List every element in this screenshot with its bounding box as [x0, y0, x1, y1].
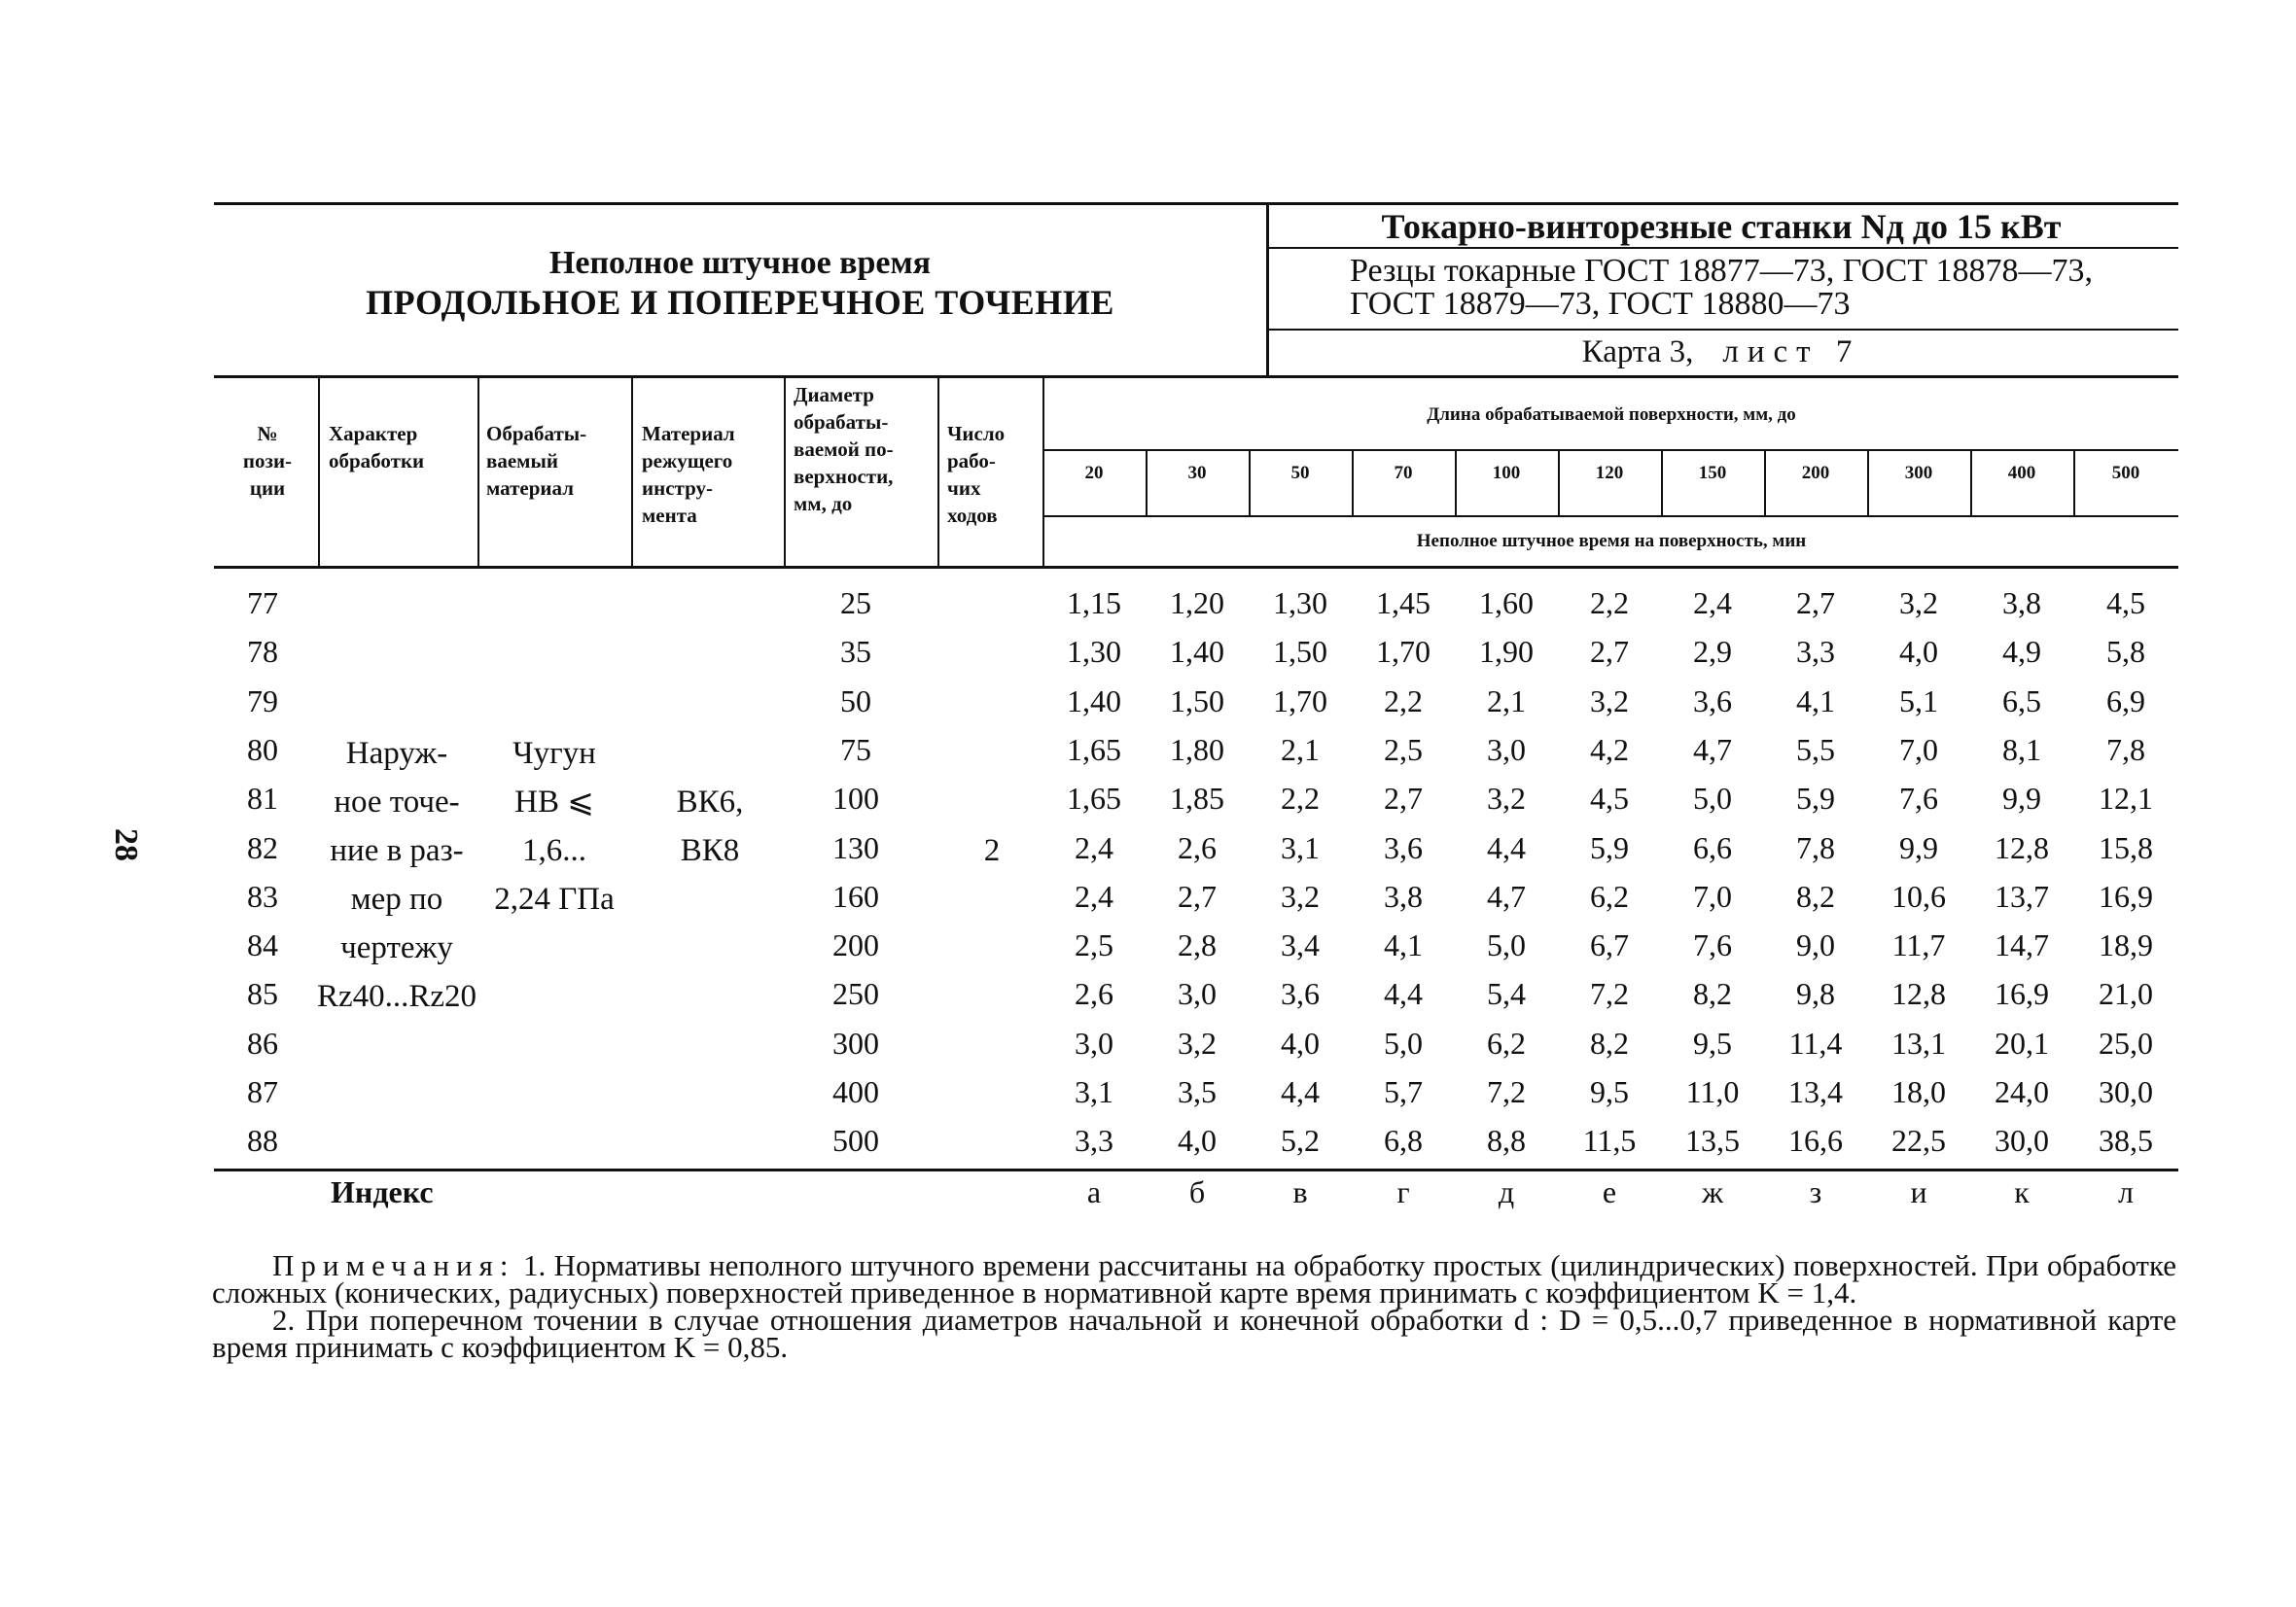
time-value-cell: 3,6 — [1384, 830, 1423, 865]
col-rule — [784, 375, 786, 568]
time-value-cell: 6,6 — [1693, 830, 1732, 865]
time-value-cell: 14,7 — [1995, 927, 2049, 962]
time-value-cell: 1,65 — [1067, 781, 1121, 816]
time-value-cell: 10,6 — [1891, 879, 1946, 914]
time-value-cell: 7,2 — [1590, 976, 1629, 1011]
time-value-cell: 30,0 — [1995, 1123, 2049, 1158]
time-value-cell: 4,1 — [1796, 683, 1835, 718]
time-value-cell: 13,7 — [1995, 879, 2049, 914]
index-letter: и — [1910, 1174, 1927, 1209]
merged-line: ние в раз- — [330, 833, 464, 868]
col-header-line: Число — [947, 422, 1006, 445]
time-value-cell: 2,2 — [1590, 585, 1629, 620]
page-number: 28 — [108, 828, 144, 861]
note-2: 2. При поперечном точении в случае отношения диаметров начальной и конечной обработки d : D = 0,5...0,7 приведенное в нормативной карте время принимать с коэффициентом K = 0,85. — [212, 1303, 2176, 1364]
time-value-cell: 3,1 — [1075, 1074, 1113, 1109]
merged-line: ВК8 — [680, 833, 740, 868]
note-1-text: 1. Нормативы неполного штучного времени рассчитаны на обработку простых (цилиндрических) поверхностей. При обработке сложных (конических, радиусных) поверхностей приведенное в нормативной карте время принимать с коэффициентом K = 1,4. — [212, 1248, 2177, 1310]
col-header-line: пози- — [242, 449, 293, 472]
col-header-line: инстру- — [642, 476, 713, 500]
col-header-line: материал — [486, 476, 574, 500]
time-value-cell: 21,0 — [2099, 976, 2153, 1011]
time-value-cell: 4,0 — [1899, 634, 1938, 669]
notes — [212, 1248, 2177, 1364]
time-value-cell: 12,1 — [2099, 781, 2153, 816]
time-value-cell: 3,2 — [1590, 683, 1629, 718]
time-value-cell: 7,6 — [1693, 927, 1732, 962]
time-value-cell: 18,9 — [2099, 927, 2153, 962]
time-value-cell: 3,0 — [1075, 1026, 1113, 1061]
time-value-cell: 4,2 — [1590, 732, 1629, 767]
col-rule — [477, 375, 479, 568]
col-header-line: ваемый — [486, 449, 558, 472]
time-value-cell: 9,5 — [1693, 1026, 1732, 1061]
time-value-cell: 11,7 — [1891, 927, 1946, 962]
col-header-passes — [947, 420, 1041, 529]
time-value-cell: 2,6 — [1075, 976, 1113, 1011]
row-position-number: 79 — [247, 683, 278, 718]
merged-line: ВК6, — [676, 785, 744, 820]
time-value-cell: 7,0 — [1693, 879, 1732, 914]
time-value-cell: 2,1 — [1281, 732, 1320, 767]
time-value-cell: 5,0 — [1384, 1026, 1423, 1061]
time-value-cell: 4,5 — [1590, 781, 1629, 816]
col-header-line: рабо- — [947, 449, 996, 472]
time-value-cell: 11,0 — [1685, 1074, 1740, 1109]
length-col-rule — [1764, 451, 1766, 517]
time-value-cell: 2,5 — [1384, 732, 1423, 767]
row-position-number: 87 — [247, 1074, 278, 1109]
time-value-cell: 3,1 — [1281, 830, 1320, 865]
tool-material — [642, 778, 778, 875]
length-value-header: 120 — [1595, 463, 1624, 483]
time-value-cell: 7,8 — [2106, 732, 2145, 767]
header-title: ПРОДОЛЬНОЕ И ПОПЕРЕЧНОЕ ТОЧЕНИЕ — [366, 283, 1114, 322]
row-position-number: 88 — [247, 1123, 278, 1158]
time-value-cell: 6,5 — [2002, 683, 2041, 718]
col-header-line: ваемой по- — [794, 437, 894, 461]
length-col-rule — [1455, 451, 1457, 517]
merged-line: НВ ⩽ — [514, 785, 594, 820]
time-value-cell: 4,7 — [1693, 732, 1732, 767]
row-diameter: 50 — [840, 683, 871, 718]
time-value-cell: 3,6 — [1281, 976, 1320, 1011]
time-value-cell: 4,7 — [1487, 879, 1526, 914]
time-value-cell: 5,0 — [1693, 781, 1732, 816]
time-value-cell: 2,5 — [1075, 927, 1113, 962]
index-letter: д — [1498, 1174, 1515, 1209]
time-value-cell: 1,45 — [1376, 585, 1431, 620]
time-value-cell: 9,9 — [2002, 781, 2041, 816]
index-letter: г — [1396, 1174, 1410, 1209]
merged-line: ное точе- — [334, 785, 460, 820]
merged-line: 1,6... — [522, 833, 586, 868]
time-value-cell: 2,4 — [1075, 830, 1113, 865]
time-value-cell: 5,1 — [1899, 683, 1938, 718]
merged-line: мер по — [350, 882, 443, 917]
time-value-cell: 8,2 — [1693, 976, 1732, 1011]
time-value-cell: 2,4 — [1075, 879, 1113, 914]
row-diameter: 400 — [832, 1074, 879, 1109]
time-value-cell: 7,0 — [1899, 732, 1938, 767]
index-letter: в — [1292, 1174, 1308, 1209]
time-value-cell: 13,5 — [1685, 1123, 1740, 1158]
col-header-position — [222, 420, 313, 502]
time-value-cell: 25,0 — [2099, 1026, 2153, 1061]
row-diameter: 25 — [840, 585, 871, 620]
time-value-cell: 3,3 — [1075, 1123, 1113, 1158]
workpiece-material — [477, 729, 632, 924]
time-value-cell: 12,8 — [1995, 830, 2049, 865]
length-value-header: 50 — [1290, 463, 1310, 483]
time-value-cell: 6,7 — [1590, 927, 1629, 962]
sheet-label: лист 7 — [1722, 334, 1861, 369]
time-value-cell: 16,9 — [1995, 976, 2049, 1011]
merged-line: Rz40...Rz20 — [316, 979, 477, 1014]
time-value-cell: 4,0 — [1281, 1026, 1320, 1061]
time-value-cell: 24,0 — [1995, 1074, 2049, 1109]
time-value-cell: 1,20 — [1170, 585, 1224, 620]
col-header-line: мента — [642, 504, 697, 527]
machine-group: Токарно-винторезные станки Nд до 15 кВт — [1381, 207, 2062, 246]
length-col-rule — [2073, 451, 2075, 517]
length-col-rule — [1970, 451, 1972, 517]
header-right-rule-2 — [1266, 329, 2178, 331]
time-header: Неполное штучное время на поверхность, мин — [1416, 531, 1807, 551]
time-value-cell: 1,30 — [1273, 585, 1327, 620]
length-value-header: 200 — [1801, 463, 1830, 483]
time-value-cell: 3,6 — [1693, 683, 1732, 718]
row-diameter: 160 — [832, 879, 879, 914]
time-value-cell: 15,8 — [2099, 830, 2153, 865]
time-value-cell: 2,4 — [1693, 585, 1732, 620]
time-value-cell: 8,1 — [2002, 732, 2041, 767]
index-letter: б — [1188, 1174, 1206, 1209]
header-right-rule-1 — [1266, 247, 2178, 249]
time-value-cell: 1,90 — [1479, 634, 1534, 669]
row-position-number: 85 — [247, 976, 278, 1011]
time-value-cell: 3,2 — [1178, 1026, 1217, 1061]
tools-standard — [1350, 255, 2093, 321]
tools-standard-line2: ГОСТ 18879—73, ГОСТ 18880—73 — [1350, 286, 1851, 322]
time-value-cell: 3,2 — [1899, 585, 1938, 620]
time-value-cell: 1,50 — [1170, 683, 1224, 718]
col-header-line: ходов — [947, 504, 998, 527]
time-value-cell: 3,5 — [1178, 1074, 1217, 1109]
time-value-cell: 2,7 — [1384, 781, 1423, 816]
time-value-cell: 18,0 — [1891, 1074, 1946, 1109]
time-value-cell: 3,0 — [1487, 732, 1526, 767]
passes-count: 2 — [983, 833, 1001, 868]
index-letter: ж — [1701, 1174, 1724, 1209]
time-value-cell: 5,2 — [1281, 1123, 1320, 1158]
time-value-cell: 1,40 — [1170, 634, 1224, 669]
time-value-cell: 13,1 — [1891, 1026, 1946, 1061]
time-value-cell: 7,8 — [1796, 830, 1835, 865]
col-header-line: Диаметр — [794, 383, 874, 406]
processing-character — [309, 729, 484, 1021]
row-position-number: 77 — [247, 585, 278, 620]
index-letter: л — [2118, 1174, 2134, 1209]
time-value-cell: 9,9 — [1899, 830, 1938, 865]
card-label: Карта 3, — [1581, 334, 1694, 369]
col-header-line: мм, до — [794, 492, 853, 515]
time-value-cell: 2,6 — [1178, 830, 1217, 865]
col-header-line: № — [257, 422, 278, 445]
card-number — [1269, 334, 2173, 370]
row-diameter: 75 — [840, 732, 871, 767]
length-header-rule — [1042, 449, 2178, 451]
time-value-cell: 1,15 — [1067, 585, 1121, 620]
time-value-cell: 1,60 — [1479, 585, 1534, 620]
col-header-line: режущего — [642, 449, 733, 472]
length-value-header: 500 — [2111, 463, 2140, 483]
header-subtitle: Неполное штучное время — [548, 245, 932, 281]
time-value-cell: 11,5 — [1582, 1123, 1637, 1158]
time-value-cell: 4,4 — [1281, 1074, 1320, 1109]
time-value-cell: 3,2 — [1281, 879, 1320, 914]
time-value-cell: 8,2 — [1590, 1026, 1629, 1061]
time-value-cell: 1,50 — [1273, 634, 1327, 669]
index-letter: з — [1809, 1174, 1822, 1209]
time-value-cell: 4,4 — [1384, 976, 1423, 1011]
row-position-number: 81 — [247, 781, 278, 816]
length-value-header: 70 — [1394, 463, 1413, 483]
index-letter: к — [2014, 1174, 2030, 1209]
time-value-cell: 5,5 — [1796, 732, 1835, 767]
time-value-cell: 6,9 — [2106, 683, 2145, 718]
time-value-cell: 1,40 — [1067, 683, 1121, 718]
length-values-rule — [1042, 515, 2178, 517]
time-value-cell: 11,4 — [1788, 1026, 1843, 1061]
time-value-cell: 5,7 — [1384, 1074, 1423, 1109]
time-value-cell: 13,4 — [1788, 1074, 1843, 1109]
time-value-cell: 2,7 — [1796, 585, 1835, 620]
length-value-header: 100 — [1492, 463, 1521, 483]
col-header-line: обработки — [329, 449, 425, 472]
time-value-cell: 4,5 — [2106, 585, 2145, 620]
time-value-cell: 3,8 — [1384, 879, 1423, 914]
col-header-line: Характер — [329, 422, 418, 445]
time-value-cell: 4,4 — [1487, 830, 1526, 865]
time-value-cell: 6,2 — [1487, 1026, 1526, 1061]
time-value-cell: 6,2 — [1590, 879, 1629, 914]
time-value-cell: 2,1 — [1487, 683, 1526, 718]
row-position-number: 83 — [247, 879, 278, 914]
time-value-cell: 2,2 — [1384, 683, 1423, 718]
time-value-cell: 12,8 — [1891, 976, 1946, 1011]
length-col-rule — [1867, 451, 1869, 517]
index-letter: е — [1602, 1174, 1617, 1209]
col-header-diameter — [794, 381, 936, 517]
time-value-cell: 4,0 — [1178, 1123, 1217, 1158]
index-letter: а — [1086, 1174, 1102, 1209]
col-header-line: Материал — [642, 422, 735, 445]
length-col-rule — [1352, 451, 1354, 517]
length-value-header: 20 — [1084, 463, 1104, 483]
time-value-cell: 1,70 — [1376, 634, 1431, 669]
time-value-cell: 30,0 — [2099, 1074, 2153, 1109]
merged-line: Наруж- — [345, 736, 448, 771]
time-value-cell: 22,5 — [1891, 1123, 1946, 1158]
merged-line: Чугун — [512, 736, 596, 771]
time-value-cell: 3,4 — [1281, 927, 1320, 962]
row-diameter: 130 — [832, 830, 879, 865]
time-value-cell: 2,7 — [1590, 634, 1629, 669]
tools-standard-line1: Резцы токарные ГОСТ 18877—73, ГОСТ 18878—73, — [1350, 253, 2094, 289]
length-value-header: 300 — [1904, 463, 1933, 483]
time-value-cell: 3,3 — [1796, 634, 1835, 669]
time-value-cell: 4,9 — [2002, 634, 2041, 669]
time-value-cell: 5,4 — [1487, 976, 1526, 1011]
time-value-cell: 6,8 — [1384, 1123, 1423, 1158]
time-value-cell: 2,7 — [1178, 879, 1217, 914]
col-header-line: верхности, — [794, 465, 894, 488]
time-value-cell: 4,1 — [1384, 927, 1423, 962]
table-bottom-rule — [214, 1169, 2178, 1171]
time-value-cell: 3,2 — [1487, 781, 1526, 816]
time-value-cell: 9,0 — [1796, 927, 1835, 962]
note-1 — [212, 1248, 2177, 1310]
row-position-number: 82 — [247, 830, 278, 865]
length-col-rule — [1146, 451, 1148, 517]
col-header-line: чих — [947, 476, 981, 500]
time-value-cell: 9,5 — [1590, 1074, 1629, 1109]
length-col-rule — [1661, 451, 1663, 517]
time-value-cell: 8,8 — [1487, 1123, 1526, 1158]
length-value-header: 400 — [2007, 463, 2036, 483]
col-header-line: Обрабаты- — [486, 422, 587, 445]
row-diameter: 500 — [832, 1123, 879, 1158]
time-value-cell: 5,0 — [1487, 927, 1526, 962]
col-rule — [937, 375, 939, 568]
time-value-cell: 1,65 — [1067, 732, 1121, 767]
time-value-cell: 38,5 — [2099, 1123, 2153, 1158]
time-value-cell: 9,8 — [1796, 976, 1835, 1011]
length-value-header: 30 — [1187, 463, 1207, 483]
time-value-cell: 5,8 — [2106, 634, 2145, 669]
header-top-rule — [214, 202, 2178, 205]
col-header-character — [329, 420, 475, 474]
time-value-cell: 8,2 — [1796, 879, 1835, 914]
row-position-number: 84 — [247, 927, 278, 962]
row-diameter: 250 — [832, 976, 879, 1011]
time-value-cell: 2,2 — [1281, 781, 1320, 816]
length-header: Длина обрабатываемой поверхности, мм, до — [1427, 404, 1796, 425]
time-value-cell: 1,30 — [1067, 634, 1121, 669]
time-value-cell: 7,2 — [1487, 1074, 1526, 1109]
merged-line: 2,24 ГПа — [494, 882, 615, 917]
col-header-material — [486, 420, 628, 502]
row-diameter: 100 — [832, 781, 879, 816]
time-value-cell: 5,9 — [1796, 781, 1835, 816]
time-value-cell: 7,6 — [1899, 781, 1938, 816]
header-bottom-rule — [214, 375, 2178, 378]
index-label: Индекс — [331, 1174, 434, 1209]
col-rule — [631, 375, 633, 568]
length-col-rule — [1249, 451, 1251, 517]
col-header-line: обрабаты- — [794, 410, 889, 434]
length-value-header: 150 — [1698, 463, 1727, 483]
time-value-cell: 1,80 — [1170, 732, 1224, 767]
time-value-cell: 3,0 — [1178, 976, 1217, 1011]
col-header-line: ции — [249, 476, 286, 500]
row-diameter: 200 — [832, 927, 879, 962]
time-value-cell: 1,85 — [1170, 781, 1224, 816]
row-position-number: 86 — [247, 1026, 278, 1061]
time-value-cell: 16,6 — [1788, 1123, 1843, 1158]
time-value-cell: 20,1 — [1995, 1026, 2049, 1061]
length-col-rule — [1558, 451, 1560, 517]
merged-line: чертежу — [340, 930, 453, 965]
notes-label: Примечания: — [272, 1248, 515, 1282]
time-value-cell: 3,8 — [2002, 585, 2041, 620]
col-header-tool-material — [642, 420, 782, 529]
row-diameter: 300 — [832, 1026, 879, 1061]
time-value-cell: 2,9 — [1693, 634, 1732, 669]
row-position-number: 80 — [247, 732, 278, 767]
time-value-cell: 1,70 — [1273, 683, 1327, 718]
col-rule — [318, 375, 320, 568]
column-header-bottom — [214, 566, 2178, 569]
row-position-number: 78 — [247, 634, 278, 669]
time-value-cell: 5,9 — [1590, 830, 1629, 865]
time-value-cell: 16,9 — [2099, 879, 2153, 914]
time-value-cell: 2,8 — [1178, 927, 1217, 962]
row-diameter: 35 — [840, 634, 871, 669]
